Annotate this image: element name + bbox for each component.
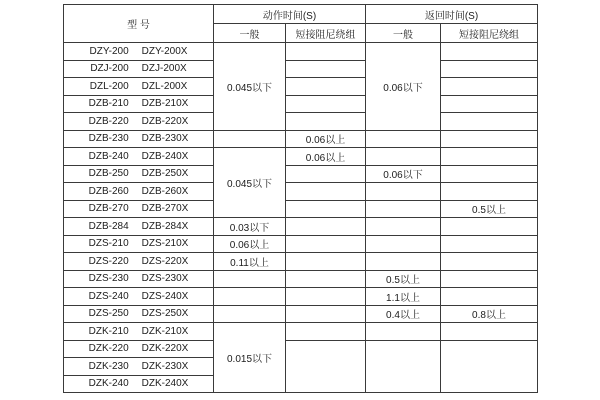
table-row bbox=[64, 95, 538, 113]
model-cell bbox=[64, 43, 214, 61]
cell-action-damping: 0.06以上 bbox=[286, 148, 366, 166]
model-name: DZB-240X bbox=[141, 150, 189, 162]
model-cell bbox=[64, 78, 214, 96]
table-row bbox=[64, 323, 538, 341]
relay-time-spec-table bbox=[63, 4, 538, 393]
model-name: DZK-210X bbox=[141, 325, 189, 337]
cell-action-damping bbox=[286, 113, 366, 131]
model-cell bbox=[64, 270, 214, 288]
cell-return-damping bbox=[441, 60, 538, 78]
header-model: 型 号 bbox=[64, 5, 214, 43]
model-name: DZJ-200 bbox=[90, 63, 129, 75]
model-name: DZS-230X bbox=[141, 273, 189, 285]
table-row bbox=[64, 60, 538, 78]
cell-return-damping bbox=[441, 218, 538, 236]
cell-return-damping bbox=[441, 78, 538, 96]
model-cell bbox=[64, 148, 214, 166]
cell-return-general: 0.06以下 bbox=[366, 165, 441, 183]
cell-return-general bbox=[366, 235, 441, 253]
table-row bbox=[64, 305, 538, 323]
cell-return-general bbox=[366, 218, 441, 236]
table-row bbox=[64, 253, 538, 271]
model-name: DZY-200 bbox=[89, 45, 129, 57]
table-header bbox=[64, 5, 538, 43]
table-row bbox=[64, 113, 538, 131]
model-cell bbox=[64, 340, 214, 358]
model-name: DZB-260 bbox=[88, 185, 129, 197]
header-row-1 bbox=[64, 5, 538, 24]
model-name: DZS-230 bbox=[88, 273, 129, 285]
model-name: DZK-230 bbox=[88, 360, 129, 372]
model-cell bbox=[64, 95, 214, 113]
model-cell bbox=[64, 183, 214, 201]
model-name: DZB-284 bbox=[88, 220, 129, 232]
cell-return-damping bbox=[441, 270, 538, 288]
cell-return-damping bbox=[441, 323, 538, 341]
table-row bbox=[64, 340, 538, 358]
model-name: DZS-250 bbox=[88, 308, 129, 320]
cell-action-general: 0.045以下 bbox=[214, 148, 286, 218]
model-name: DZB-250 bbox=[88, 168, 129, 180]
model-name: DZJ-200X bbox=[141, 63, 187, 75]
model-cell bbox=[64, 375, 214, 393]
cell-return-general bbox=[366, 323, 441, 341]
table-row bbox=[64, 218, 538, 236]
cell-return-damping bbox=[441, 113, 538, 131]
model-name: DZK-240X bbox=[141, 378, 189, 390]
cell-return-damping bbox=[441, 165, 538, 183]
cell-return-damping bbox=[441, 148, 538, 166]
header-action-damping: 短接阻尼绕组 bbox=[286, 24, 366, 43]
cell-return-general bbox=[366, 183, 441, 201]
relay-time-spec-table-wrap bbox=[63, 4, 538, 393]
model-cell bbox=[64, 288, 214, 306]
cell-return-damping bbox=[441, 130, 538, 148]
cell-return-damping bbox=[441, 235, 538, 253]
cell-return-damping: 0.5以上 bbox=[441, 200, 538, 218]
model-name: DZK-220 bbox=[88, 343, 129, 355]
table-row bbox=[64, 148, 538, 166]
cell-return-damping bbox=[441, 253, 538, 271]
model-cell bbox=[64, 358, 214, 376]
cell-action-damping bbox=[286, 60, 366, 78]
model-name: DZS-240X bbox=[141, 290, 189, 302]
model-name: DZS-210 bbox=[88, 238, 129, 250]
cell-return-general bbox=[366, 340, 441, 393]
cell-action-damping bbox=[286, 288, 366, 306]
cell-return-general: 0.5以上 bbox=[366, 270, 441, 288]
cell-return-general bbox=[366, 130, 441, 148]
model-name: DZB-250X bbox=[141, 168, 189, 180]
cell-action-general: 0.015以下 bbox=[214, 323, 286, 393]
model-name: DZB-270 bbox=[88, 203, 129, 215]
cell-action-damping: 0.06以上 bbox=[286, 130, 366, 148]
cell-action-damping bbox=[286, 200, 366, 218]
model-cell bbox=[64, 130, 214, 148]
cell-return-damping bbox=[441, 95, 538, 113]
cell-return-general: 1.1以上 bbox=[366, 288, 441, 306]
cell-return-damping bbox=[441, 183, 538, 201]
table-row bbox=[64, 43, 538, 61]
cell-action-damping bbox=[286, 43, 366, 61]
cell-return-general: 0.06以下 bbox=[366, 43, 441, 131]
model-name: DZB-210 bbox=[88, 98, 129, 110]
model-name: DZS-240 bbox=[88, 290, 129, 302]
cell-action-general: 0.03以下 bbox=[214, 218, 286, 236]
header-action-time: 动作时间(S) bbox=[214, 5, 366, 24]
table-row bbox=[64, 288, 538, 306]
model-name: DZK-240 bbox=[88, 378, 129, 390]
model-name: DZB-270X bbox=[141, 203, 189, 215]
cell-action-general bbox=[214, 130, 286, 148]
cell-action-damping bbox=[286, 253, 366, 271]
model-name: DZB-260X bbox=[141, 185, 189, 197]
model-name: DZK-220X bbox=[141, 343, 189, 355]
header-return-general: 一般 bbox=[366, 24, 441, 43]
model-name: DZB-284X bbox=[141, 220, 189, 232]
table-row bbox=[64, 270, 538, 288]
cell-action-damping bbox=[286, 235, 366, 253]
model-cell bbox=[64, 235, 214, 253]
model-name: DZB-210X bbox=[141, 98, 189, 110]
table-row bbox=[64, 183, 538, 201]
header-return-time: 返回时间(S) bbox=[366, 5, 538, 24]
cell-action-general: 0.045以下 bbox=[214, 43, 286, 131]
model-cell bbox=[64, 253, 214, 271]
model-name: DZK-210 bbox=[88, 325, 129, 337]
model-name: DZB-230 bbox=[88, 133, 129, 145]
model-name: DZB-230X bbox=[141, 133, 189, 145]
model-cell bbox=[64, 200, 214, 218]
model-name: DZB-240 bbox=[88, 150, 129, 162]
cell-action-damping bbox=[286, 305, 366, 323]
cell-return-general: 0.4以上 bbox=[366, 305, 441, 323]
cell-action-damping bbox=[286, 95, 366, 113]
model-cell bbox=[64, 113, 214, 131]
model-name: DZS-220 bbox=[88, 255, 129, 267]
header-return-damping: 短接阻尼绕组 bbox=[441, 24, 538, 43]
cell-return-general bbox=[366, 148, 441, 166]
model-cell bbox=[64, 323, 214, 341]
table-row bbox=[64, 130, 538, 148]
model-name: DZS-250X bbox=[141, 308, 189, 320]
cell-action-damping bbox=[286, 165, 366, 183]
cell-return-damping: 0.8以上 bbox=[441, 305, 538, 323]
cell-return-damping bbox=[441, 288, 538, 306]
model-name: DZS-220X bbox=[141, 255, 189, 267]
table-row bbox=[64, 78, 538, 96]
model-name: DZL-200 bbox=[89, 80, 129, 92]
model-cell bbox=[64, 218, 214, 236]
cell-action-general bbox=[214, 288, 286, 306]
cell-action-damping bbox=[286, 340, 366, 393]
cell-action-damping bbox=[286, 78, 366, 96]
cell-action-damping bbox=[286, 270, 366, 288]
table-row bbox=[64, 235, 538, 253]
model-name: DZL-200X bbox=[141, 80, 188, 92]
cell-action-general: 0.06以上 bbox=[214, 235, 286, 253]
table-row bbox=[64, 165, 538, 183]
cell-return-damping bbox=[441, 340, 538, 393]
model-name: DZB-220X bbox=[141, 115, 189, 127]
header-action-general: 一般 bbox=[214, 24, 286, 43]
table-row bbox=[64, 200, 538, 218]
model-name: DZY-200X bbox=[141, 45, 188, 57]
model-cell bbox=[64, 305, 214, 323]
cell-return-general bbox=[366, 200, 441, 218]
cell-return-general bbox=[366, 253, 441, 271]
model-cell bbox=[64, 60, 214, 78]
model-name: DZK-230X bbox=[141, 360, 189, 372]
model-cell bbox=[64, 165, 214, 183]
model-name: DZB-220 bbox=[88, 115, 129, 127]
cell-action-general: 0.11以上 bbox=[214, 253, 286, 271]
cell-return-damping bbox=[441, 43, 538, 61]
cell-action-damping bbox=[286, 323, 366, 341]
cell-action-damping bbox=[286, 218, 366, 236]
cell-action-damping bbox=[286, 183, 366, 201]
cell-action-general bbox=[214, 305, 286, 323]
table-body bbox=[64, 43, 538, 393]
model-name: DZS-210X bbox=[141, 238, 189, 250]
cell-action-general bbox=[214, 270, 286, 288]
